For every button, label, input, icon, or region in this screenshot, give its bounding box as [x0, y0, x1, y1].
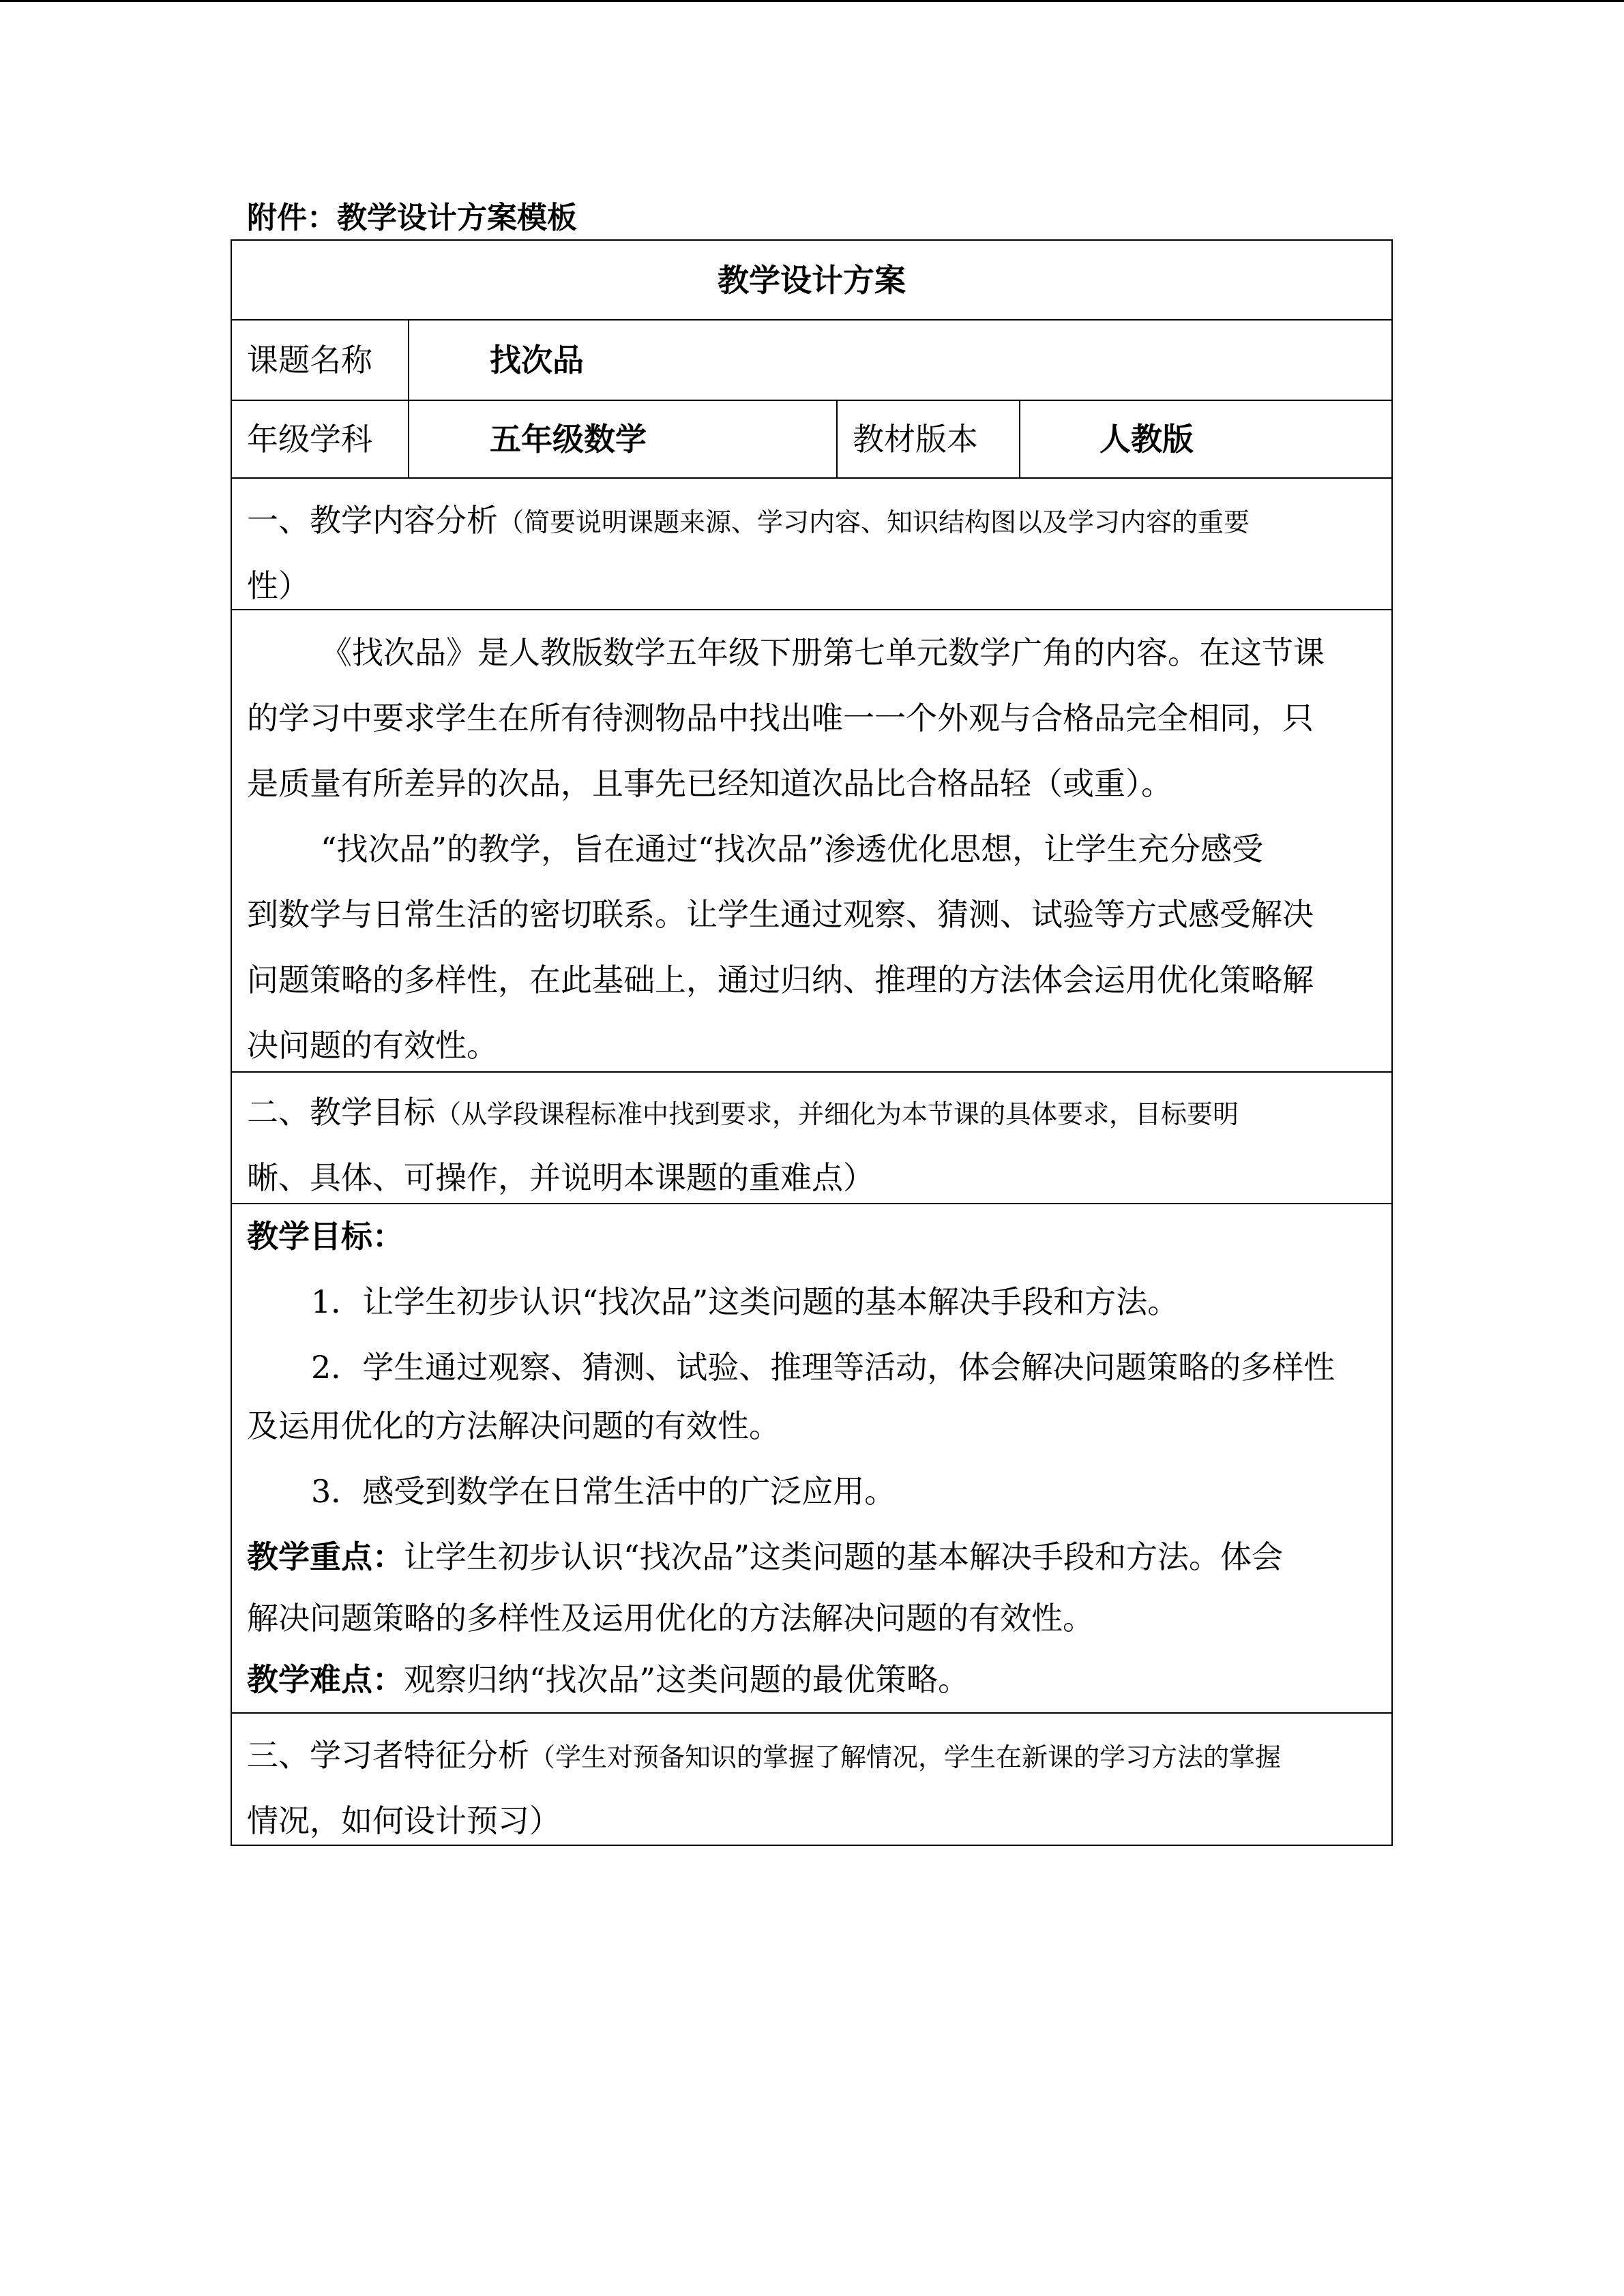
- section1-para2-line: 到数学与日常生活的密切联系。让学生通过观察、猜测、试验等方式感受解决: [247, 896, 1314, 933]
- section1-para1-line: 的学习中要求学生在所有待测物品中找出唯一一个外观与合格品完全相同，只: [247, 700, 1314, 736]
- row-divider: [231, 609, 1393, 610]
- difficulty-text: 观察归纳“找次品”这类问题的最优策略。: [404, 1661, 970, 1698]
- goal-item-1: 1．让学生初步认识“找次品”这类问题的基本解决手段和方法。: [311, 1283, 1179, 1320]
- section1-para2-line: 决问题的有效性。: [247, 1027, 498, 1064]
- section1-para1-line: 是质量有所差异的次品，且事先已经知道次品比合格品轻（或重）。: [247, 765, 1172, 802]
- goal-item-3: 3．感受到数学在日常生活中的广泛应用。: [311, 1473, 896, 1510]
- section1-hint: （简要说明课题来源、学习内容、知识结构图以及学习内容的重要: [498, 507, 1250, 537]
- section2-heading-line: [247, 1092, 1239, 1135]
- section3-heading-line: [247, 1735, 1281, 1778]
- section2-hint: （从学段课程标准中找到要求，并细化为本节课的具体要求，目标要明: [435, 1099, 1239, 1129]
- grade-value: 五年级数学: [490, 421, 647, 458]
- edition-value: 人教版: [1099, 421, 1194, 458]
- goal-item-2-cont: 及运用优化的方法解决问题的有效性。: [247, 1407, 780, 1444]
- key-point-label: 教学重点：: [247, 1538, 404, 1575]
- page-top-rule: [0, 0, 1624, 2]
- goal-item-2: 2．学生通过观察、猜测、试验、推理等活动，体会解决问题策略的多样性: [311, 1349, 1335, 1386]
- section3-hint: （学生对预备知识的掌握了解情况，学生在新课的学习方法的掌握: [529, 1742, 1282, 1772]
- section1-para2-line: “找次品”的教学，旨在通过“找次品”渗透优化思想，让学生充分感受: [321, 831, 1264, 867]
- section2-heading: 二、教学目标: [247, 1094, 435, 1131]
- topic-value: 找次品: [490, 342, 584, 378]
- goals-label: 教学目标：: [247, 1218, 404, 1255]
- difficulty-label: 教学难点：: [247, 1661, 404, 1698]
- section1-heading: 一、教学内容分析: [247, 502, 498, 539]
- section1-hint-cont: 性）: [247, 567, 310, 604]
- grade-label: 年级学科: [247, 421, 372, 458]
- section1-heading-line: [247, 500, 1250, 543]
- row-divider: [231, 1203, 1393, 1204]
- row-divider: [231, 400, 1393, 401]
- section3-hint-cont: 情况，如何设计预习）: [247, 1802, 561, 1839]
- key-point-text: 让学生初步认识“找次品”这类问题的基本解决手段和方法。体会: [404, 1538, 1284, 1575]
- column-divider: [408, 319, 409, 477]
- section1-para2-line: 问题策略的多样性，在此基础上，通过归纳、推理的方法体会运用优化策略解: [247, 961, 1314, 998]
- row-divider: [231, 477, 1393, 479]
- section2-hint-cont: 晰、具体、可操作，并说明本课题的重难点）: [247, 1159, 874, 1196]
- key-point-line: [247, 1536, 1283, 1577]
- difficulty-line: [247, 1659, 969, 1700]
- section3-heading: 三、学习者特征分析: [247, 1737, 529, 1774]
- attachment-title: 附件：教学设计方案模板: [247, 200, 577, 235]
- row-divider: [231, 1712, 1393, 1714]
- topic-label: 课题名称: [247, 342, 372, 378]
- section1-para1-line: 《找次品》是人教版数学五年级下册第七单元数学广角的内容。在这节课: [321, 634, 1325, 671]
- column-divider: [836, 400, 838, 477]
- row-divider: [231, 319, 1393, 320]
- edition-label: 教材版本: [853, 421, 978, 458]
- table-header: 教学设计方案: [718, 262, 906, 299]
- row-divider: [231, 1071, 1393, 1073]
- column-divider: [1019, 400, 1020, 477]
- key-point-cont: 解决问题策略的多样性及运用优化的方法解决问题的有效性。: [247, 1600, 1094, 1637]
